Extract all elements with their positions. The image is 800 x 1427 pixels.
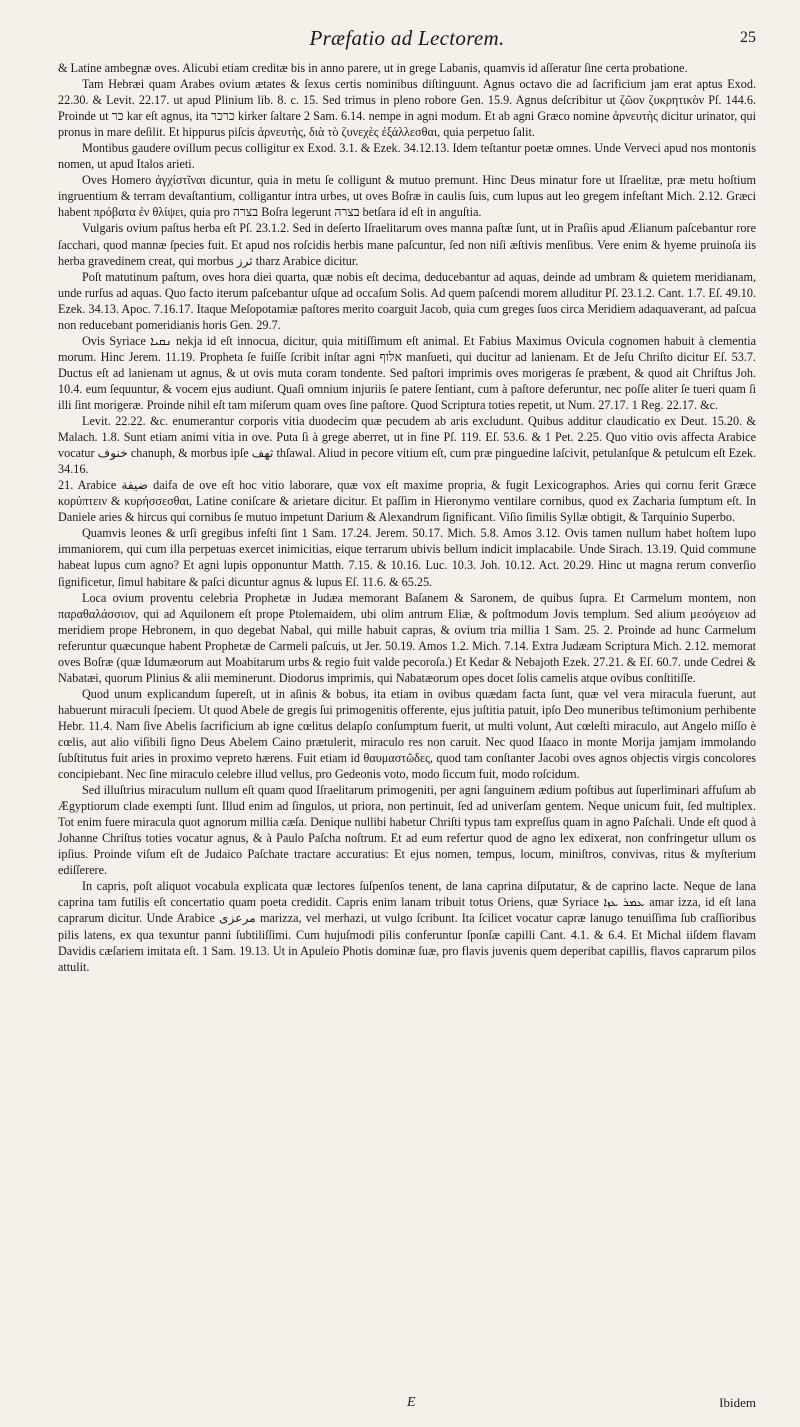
running-head: Præfatio ad Lectorem. [309, 26, 505, 50]
paragraph: Sed illuſtrius miraculum nullum eſt quam quod Iſraelitarum primogeniti, per agni ſanguinem ædium poſtibus aut ſuperliminari affuſum ab Ægyptiorum clade exempti ſunt. Illud enim ad ſingulos, ut priora, non pertinuit, ſed ad univerſam gentem. Neque unicum fuit, ſed multiplex. Tot enim fuere miracula quot agnorum millia cæſa. Denique nullibi habetur Chriſti typus tam expreſſus quam in agno Paſchali. Unde eſt quod à Johanne Chriſtus toties vocatur agnus, & à Paulo Paſcha noſtrum. Et ad eum refertur quod de agno lex edixerat, non confringetur ullum os ipſius. Proinde viſum eſt de Judaico Paſchate tractare accuratius: Et ejus nomen, tempus, locum, miniſtros, convivas, ritus & myſterium ediſſerere. [58, 783, 756, 878]
signature-mark: E [407, 1395, 416, 1410]
paragraph: Quamvis leones & urſi gregibus infeſti ſint 1 Sam. 17.24. Jerem. 50.17. Mich. 5.8. Amos 3.12. Ovis tamen nullum habet hoſtem lupo immaniorem, qui cum illa perpetuas exercet inimicitias, eique terrarum ubivis bellum indicit implacabile. Unde Sirach. 13.19. Quid commune habeat lupus cum agno? Et agni lupis opponuntur Matth. 7.15. & 10.16. Luc. 10.3. Joh. 10.12. Act. 20.29. Hinc ut magna rerum converſio ſignificetur, ſimul habitare & paſci dicuntur agnus & lupus Eſ. 11.6. & 65.25. [58, 526, 756, 589]
body-text [58, 60, 756, 975]
paragraph: Levit. 22.22. &c. enumerantur corporis vitia duodecim quæ pecudem ab aris excludunt. Quibus additur claudicatio ex Deut. 15.20. & Malach. 1.8. Sunt etiam animi vitia in ove. Puta ſi à grege aberret, ut in fine Pſ. 119. Eſ. 53.6. & 1 Pet. 2.25. Quo vitio ovis affecta Arabice vocatur خنوف chanuph, & morbus ipſe ثهف thſawal. Aliud in pecore vitium eſt, cum præ pinguedine laſcivit, petulanſque & petulcum eſt Ezek. 34.16. [58, 414, 756, 477]
paragraph: Poſt matutinum paſtum, oves hora diei quarta, quæ nobis eſt decima, deducebantur ad aquas, deinde ad umbram & quietem meridianam, unde rurſus ad aquas. Quo facto iterum paſcebantur uſque ad occaſum Solis. Ad quem paſcendi morem alluditur Pſ. 23.1.2. Cant. 1.7. Eſ. 49.10. Ezek. 34.13. Apoc. 7.16.17. Itaque Meſopotamiæ paſtores merito coarguit Jacob, quia cum greges ſuos circa Meridiem adaquaverant, ad paſcua non reducebant pomeridianis horis Gen. 29.7. [58, 269, 756, 332]
page-header [58, 0, 756, 60]
paragraph: Quod unum explicandum ſupereſt, ut in aſinis & bobus, ita etiam in ovibus quædam facta ſunt, quæ vel vera miracula fuerunt, aut habuerunt miraculi ſpeciem. Ut quod Abele de gregis ſui primogenitis offerente, ejus juſtitia patuit, ipſo Deo muneribus teſtimonium perhibente Hebr. 11.4. Nam ſive Abelis ſacrificium ab igne cœlitus delapſo conſumptum fuerit, ut multi volunt, Aut cœleſti miraculo, aut Angelo miſſo è cœlis, aut alio viſibili ſigno Deus Abelem Caino prætulerit, miraculo res non caruit. Nec quod Iſaaco in monte Morija jamjam immolando ſubſtitutus fuit aries in proximo vepreto hærens. Fuit etiam id θαυμαστῶδες, quod tam conſtanter Jacobi oves agnos objectis virgis concolores concipiebant. Nec ſine miraculo celebre illud vellus, pro Gedeonis voto, modo ſiccum fuit, modo roſcidum. [58, 686, 756, 782]
page-number: 25 [740, 29, 756, 46]
paragraph: Ovis Syriace ܢܩܝܐ nekja id eſt innocua, dicitur, quia mitiſſimum eſt animal. Et Fabius Maximus Ovicula cognomen habuit à clementia morum. Hinc Jerem. 11.19. Propheta ſe fuiſſe ſcribit inſtar agni אלוף manſueti, qui ducitur ad lanienam. Et de Jeſu Chriſto dicitur Eſ. 53.7. Ductus eſt ad lanienam ut agnus, & ut ovis muta coram tondente. Sed paſtori imprimis oves morigeras ſe præbent, & quod ait Chriſtus Joh. 10.4. eum ſequuntur, & vocem ejus audiunt. Quaſi omnium injuriis ſe patere ſentiant, cum à paſtore deferuntur, nec poſſe aliter ſe tueri quam ſi illi ſint morigeræ. Proinde nihil eſt tam miſerum quam oves ſine paſtore. Quod Scriptura toties repetit, ut Num. 27.17. 1 Reg. 22.17. &c. [58, 333, 756, 412]
paragraph: Oves Homero ἀγχίστῖναι dicuntur, quia in metu ſe colligunt & mutuo premunt. Hinc Deus minatur fore ut Iſraelitæ, præ metu hoſtium ingruentium & terram devaſtantium, colligantur intra urbes, ut oves Boſræ in caulis ſuis, cum lupus aut leo gregem infeſtant Mich. 2.12. Græci habent πρόβατα ἐν θλίψει, quia pro בצרה Boſra legerunt בצרה betſara id eſt in anguſtia. [58, 173, 756, 220]
page-footer [58, 1395, 756, 1417]
paragraph: Tam Hebræi quam Arabes ovium ætates & ſexus certis nominibus diſtinguunt. Agnus octavo die ad ſacrificium jam erat aptus Exod. 22.30. & Levit. 22.17. ut apud Plinium lib. 8. c. 15. Sed trimus in pleno robore Gen. 15.9. Agnus deſcribitur ut ζῶον ζυκρητικὸν Pſ. 144.6. Proinde ut כר kar eſt agnus, ita כרכר kirker ſaltare 2 Sam. 6.14. nempe in agni modum. Et ab agni Græco nomine ἀρνευτὴς dicitur urinator, qui pronus in mare deſilit. Et hippurus piſcis ἀρνευτὴς, διὰ τὸ ζυνεχὲς ἐξάλλεσθαι, quia perpetuo ſalit. [58, 77, 756, 140]
catchword: Ibidem [719, 1395, 756, 1410]
paragraph: In capris, poſt aliquot vocabula explicata quæ lectores ſuſpenſos tenent, de lana caprina diſputatur, & de caprino lacte. Neque de lana caprina tam futilis eſt concertatio quam poeta credidit. Capris enim lanam tribuit totus Oriens, quæ Syriace ܥܡܪ ܥܙܐ amar izza, id eſt lana caprarum dicitur. Unde Arabice مرعزى marizza, vel merhazi, ut vulgo ſcribunt. Ita ſcilicet vocatur capræ lanugo tenuiſſima ſub craſſioribus pilis latens, ex qua texuntur panni ſubtiliſſimi. Cum hujuſmodi pilis conferuntur ſponſæ capilli Cant. 4.1. & 6.4. Et Michal iiſdem flavam Davidis cæſariem imitata eſt. 1 Sam. 19.13. Ut in Apuleio Photis dominæ ſuæ, pro flavis juvenis quem deperibat capillis, flavos caprarum pilos attulit. [58, 879, 756, 974]
paragraph: Vulgaris ovium paſtus herba eſt Pſ. 23.1.2. Sed in deſerto Iſraelitarum oves manna paſtæ ſunt, ut in Praſiis apud Ælianum paſcebantur rore ſacchari, quod mannæ ſpecies fuit. Et apud nos roſcidis herbis mane paſcuntur, ſed non niſi æſtivis menſibus. Vere enim & hyeme pruinoſa iis herba gravedinem creat, qui morbus ثرز tharz Arabice dicitur. [58, 221, 756, 268]
paragraph: Loca ovium proventu celebria Prophetæ in Judæa memorant Baſanem & Saronem, de quibus ſupra. Et Carmelum montem, non παραθαλάσσιον, qui ad Aquilonem eſt prope Ptolemaidem, ubi olim antrum Eliæ, & poſtmodum Jovis templum. Sed alium μεσόγειον ad meridiem prope Hebronem, in quo degebat Nabal, qui mille habuit capras, & ovium tria millia 1 Sam. 25. 2. Proinde ad hunc Carmelum referuntur quæcunque habent Prophetæ de Carmeli paſcuis, ut Jer. 50.19. Amos 1.2. Mich. 7.14. Extra Judæam Scriptura Mich. 2.12. memorat oves Boſræ (quæ Idumæorum aut Moabitarum urbs & regio fuit valde pecoroſa.) Et Kedar & Nebajoth Ezek. 27.21. & Eſ. 60.7. unde Cedrei & Nabatæi, quorum Plinius & alii meminerunt. Diodorus imprimis, qui Nabatæorum opes docet ſolis camelis atque ovibus conſtitiſſe. [58, 590, 756, 685]
paragraph: & Latine ambegnæ oves. Alicubi etiam creditæ bis in anno parere, ut in grege Labanis, quamvis id aſſeratur ſine certa probatione. [58, 61, 688, 75]
paragraph: Montibus gaudere ovillum pecus colligitur ex Exod. 3.1. & Ezek. 34.12.13. Idem teſtantur poetæ omnes. Unde Verveci apud nos montonis nomen, ut apud Italos arieti. [58, 141, 756, 172]
paragraph: 21. Arabice ضيفة daifa de ove eſt hoc vitio laborare, quæ vox eſt maxime propria, & fugit Lexicographos. Aries qui cornu ferit Græce κορύπτειν & κυρήσσεσθαι, Latine coniſcare & arietare dicitur. Et paſſim in Hieronymo ventilare cornibus, quod ex Zacharia ſumptum eſt. In Daniele aries & hircus qui cornibus ſe mutuo impetunt Darium & Alexandrum ſignificant. Viſio ſimilis Syllæ obtigit, & Tarquinio Superbo. [58, 478, 756, 525]
